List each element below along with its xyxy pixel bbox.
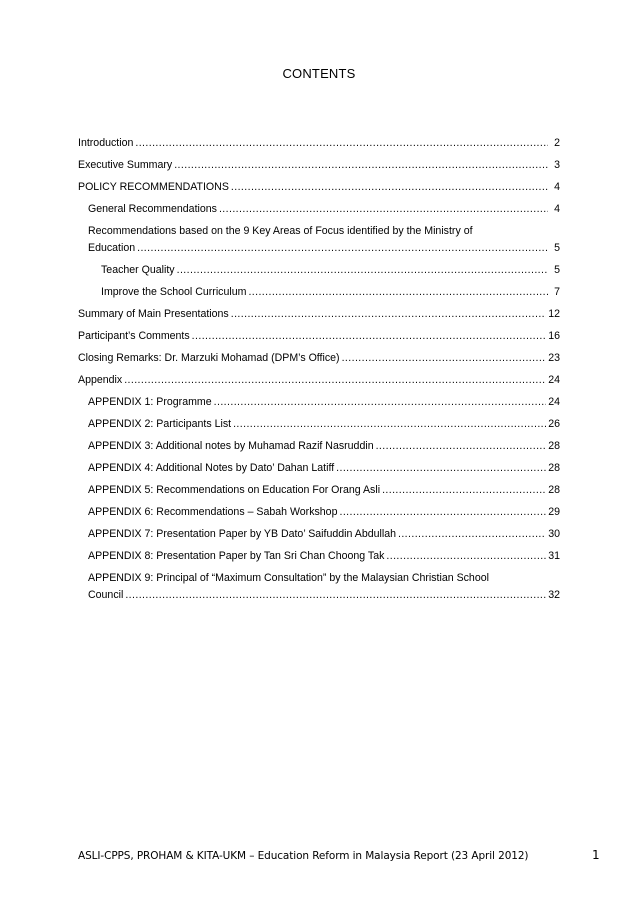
footer-text: ASLI-CPPS, PROHAM & KITA-UKM – Education Reform in Malaysia Report (23 April 2012) [78,850,529,862]
page-title: CONTENTS [282,66,356,81]
dot-leader [386,548,546,565]
toc-entry-title: Education [88,242,136,254]
dot-leader [231,179,548,196]
toc-entry-title: APPENDIX 7: Presentation Paper by YB Dato’ Saifuddin Abdullah [88,528,396,540]
toc-entry-title: Participant’s Comments [78,330,190,342]
toc-entry-line [101,284,560,301]
toc-entry-title: APPENDIX 1: Programme [88,396,212,408]
toc-entry-line [78,179,560,196]
toc-entry-page: 5 [554,264,560,276]
toc-entry-line [88,482,560,499]
toc-entry-title: APPENDIX 6: Recommendations – Sabah Workshop [88,506,338,518]
toc-entry-line [88,201,560,218]
toc-entry-page: 3 [554,159,560,171]
toc-entry[interactable] [78,179,560,196]
toc-entry[interactable] [78,284,560,301]
toc-entry-page: 29 [548,506,560,518]
toc-entry-page: 31 [548,550,560,562]
toc-entry-title: Closing Remarks: Dr. Marzuki Mohamad (DPM’s Office) [78,352,340,364]
toc-entry[interactable] [78,548,560,565]
toc-entry[interactable] [78,570,560,604]
toc-entry-line [88,460,560,477]
dot-leader [339,504,546,521]
toc-entry-line [88,587,560,604]
toc-entry-line [78,135,560,152]
toc-entry[interactable] [78,262,560,279]
dot-leader [342,350,547,367]
toc-entry-page: 28 [548,440,560,452]
toc-entry-line [78,306,560,323]
toc-entry-title: APPENDIX 2: Participants List [88,418,232,430]
dot-leader [174,157,548,174]
toc-entry-page: 30 [548,528,560,540]
toc-entry-line [78,157,560,174]
toc-entry-title: General Recommendations [88,203,217,215]
toc-entry-page: 32 [548,589,560,601]
toc-entry-title: Appendix [78,374,123,386]
toc-entry-line [78,328,560,345]
dot-leader [177,262,548,279]
toc-entry-page: 26 [548,418,560,430]
toc-entry[interactable] [78,328,560,345]
toc-entry-line [88,504,560,521]
toc-entry[interactable] [78,372,560,389]
dot-leader [336,460,546,477]
toc-entry-title: Improve the School Curriculum [101,286,247,298]
dot-leader [398,526,546,543]
toc-entry-title: Executive Summary [78,159,173,171]
dot-leader [231,306,546,323]
toc-entry[interactable] [78,504,560,521]
toc-entry-line [88,240,560,257]
toc-entry-line [88,416,560,433]
toc-entry[interactable] [78,135,560,152]
toc-entry-page: 23 [548,352,560,364]
toc-entry-page: 5 [554,242,560,254]
page-number: 1 [592,848,600,862]
toc-entry-title: APPENDIX 4: Additional Notes by Dato’ Dahan Latiff [88,462,335,474]
toc-entry-line [88,394,560,411]
toc-entry-line [78,350,560,367]
dot-leader [214,394,547,411]
toc-entry-line [88,526,560,543]
table-of-contents [78,135,560,609]
toc-entry-title: POLICY RECOMMENDATIONS [78,181,229,193]
toc-entry[interactable] [78,157,560,174]
dot-leader [382,482,546,499]
dot-leader [124,372,546,389]
toc-entry[interactable] [78,394,560,411]
toc-entry-line [88,223,560,240]
toc-entry[interactable] [78,416,560,433]
toc-entry-title: APPENDIX 9: Principal of “Maximum Consultation” by the Malaysian Christian School [88,572,489,584]
toc-entry-page: 24 [548,374,560,386]
toc-entry-title: Introduction [78,137,134,149]
dot-leader [137,240,548,257]
toc-entry-line [88,570,560,587]
dot-leader [248,284,548,301]
toc-entry-page: 4 [554,181,560,193]
toc-entry-page: 28 [548,462,560,474]
dot-leader [376,438,547,455]
dot-leader [125,587,546,604]
toc-entry-title: Council [88,589,124,601]
toc-entry-page: 12 [548,308,560,320]
toc-entry-line [88,438,560,455]
dot-leader [233,416,546,433]
toc-entry[interactable] [78,526,560,543]
toc-entry-line [78,372,560,389]
toc-entry[interactable] [78,438,560,455]
toc-entry-title: APPENDIX 8: Presentation Paper by Tan Sri Chan Choong Tak [88,550,385,562]
toc-entry-line [101,262,560,279]
toc-entry-page: 16 [548,330,560,342]
toc-entry[interactable] [78,460,560,477]
toc-entry-title: Summary of Main Presentations [78,308,229,320]
toc-entry[interactable] [78,223,560,257]
toc-entry-line [88,548,560,565]
toc-entry[interactable] [78,350,560,367]
toc-entry-title: APPENDIX 3: Additional notes by Muhamad Razif Nasruddin [88,440,374,452]
toc-entry-page: 4 [554,203,560,215]
toc-entry-page: 28 [548,484,560,496]
toc-entry-title: Teacher Quality [101,264,175,276]
toc-entry-page: 7 [554,286,560,298]
dot-leader [219,201,548,218]
toc-entry[interactable] [78,306,560,323]
dot-leader [192,328,547,345]
toc-entry-page: 2 [554,137,560,149]
toc-entry[interactable] [78,201,560,218]
toc-entry-title: Recommendations based on the 9 Key Areas of Focus identified by the Ministry of [88,225,473,237]
toc-entry-page: 24 [548,396,560,408]
dot-leader [135,135,548,152]
toc-entry[interactable] [78,482,560,499]
toc-entry-title: APPENDIX 5: Recommendations on Education For Orang Asli [88,484,381,496]
